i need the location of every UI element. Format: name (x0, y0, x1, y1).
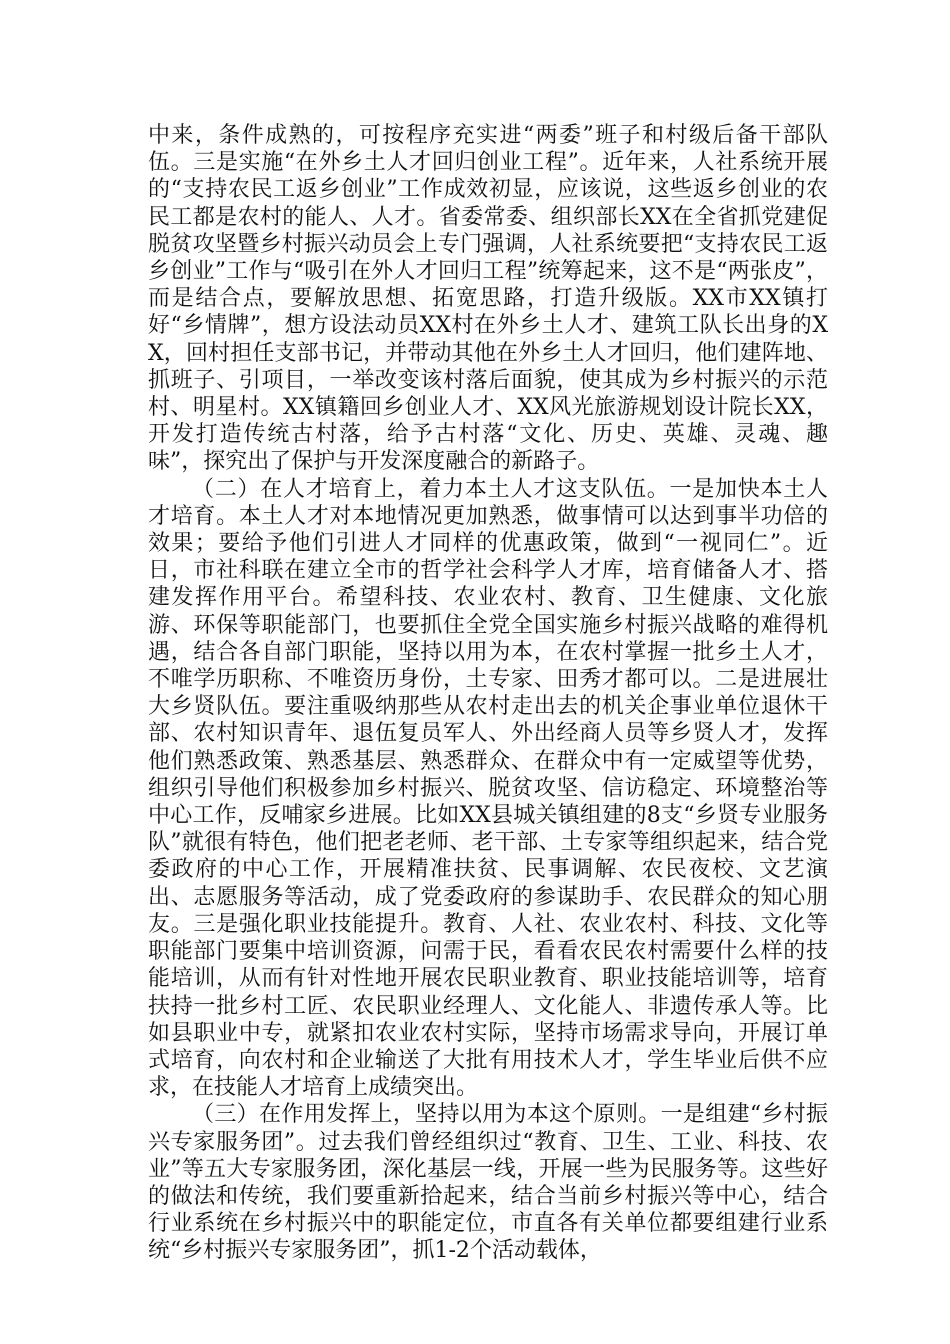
document-body (148, 122, 828, 1265)
paragraph-2: （二）在人才培育上，着力本土人才这支队伍。一是加快本土人才培育。本土人才对本地情况更加熟悉，做事情可以达到事半功倍的效果；要给予他们引进人才同样的优惠政策，做到“一视同仁”。近日，市社科联在建立全市的哲学社会科学人才库，培育储备人才、搭建发挥作用平台。希望科技、农业农村、教育、卫生健康、文化旅游、环保等职能部门，也要抓住全党全国实施乡村振兴战略的难得机遇，结合各自部门职能，坚持以用为本，在农村掌握一批乡土人才，不唯学历职称、不唯资历身份，土专家、田秀才都可以。二是进展壮大乡贤队伍。要注重吸纳那些从农村走出去的机关企事业单位退休干部、农村知识青年、退伍复员军人、外出经商人员等乡贤人才，发挥他们熟悉政策、熟悉基层、熟悉群众、在群众中有一定威望等优势，组织引导他们积极参加乡村振兴、脱贫攻坚、信访稳定、环境整治等中心工作，反哺家乡进展。比如XX县城关镇组建的8支“乡贤专业服务队”就很有特色，他们把老老师、老干部、土专家等组织起来，结合党委政府的中心工作，开展精准扶贫、民事调解、农民夜校、文艺演出、志愿服务等活动，成了党委政府的参谋助手、农民群众的知心朋友。三是强化职业技能提升。教育、人社、农业农村、科技、文化等职能部门要集中培训资源，问需于民，看看农民农村需要什么样的技能培训，从而有针对性地开展农民职业教育、职业技能培训等，培育扶持一批乡村工匠、农民职业经理人、文化能人、非遗传承人等。比如县职业中专，就紧扣农业农村实际，坚持市场需求导向，开展订单式培育，向农村和企业输送了大批有用技术人才，学生毕业后供不应求，在技能人才培育上成绩突出。 (148, 476, 828, 1101)
paragraph-1: 中来，条件成熟的，可按程序充实进“两委”班子和村级后备干部队伍。三是实施“在外乡土人才回归创业工程”。近年来，人社系统开展的“支持农民工返乡创业”工作成效初显，应该说，这些返乡创业的农民工都是农村的能人、人才。省委常委、组织部长XX在全省抓党建促脱贫攻坚暨乡村振兴动员会上专门强调，人社系统要把“支持农民工返乡创业”工作与“吸引在外人才回归工程”统筹起来，这不是“两张皮”，而是结合点，要解放思想、拓宽思路，打造升级版。XX市XX镇打好“乡情牌”，想方设法动员XX村在外乡土人才、建筑工队长出身的XX，回村担任支部书记，并带动其他在外乡土人才回归，他们建阵地、抓班子、引项目，一举改变该村落后面貌，使其成为乡村振兴的示范村、明星村。XX镇籍回乡创业人才、XX风光旅游规划设计院长XX，开发打造传统古村落，给予古村落“文化、历史、英雄、灵魂、趣味”，探究出了保护与开发深度融合的新路子。 (148, 123, 828, 475)
paragraph-3: （三）在作用发挥上，坚持以用为本这个原则。一是组建“乡村振兴专家服务团”。过去我们曾经组织过“教育、卫生、工业、科技、农业”等五大专家服务团，深化基层一线，开展一些为民服务等。这些好的做法和传统，我们要重新拾起来，结合当前乡村振兴等中心，结合行业系统在乡村振兴中的职能定位，市直各有关单位都要组建行业系统“乡村振兴专家服务团”，抓1-2个活动载体， (148, 1102, 828, 1264)
